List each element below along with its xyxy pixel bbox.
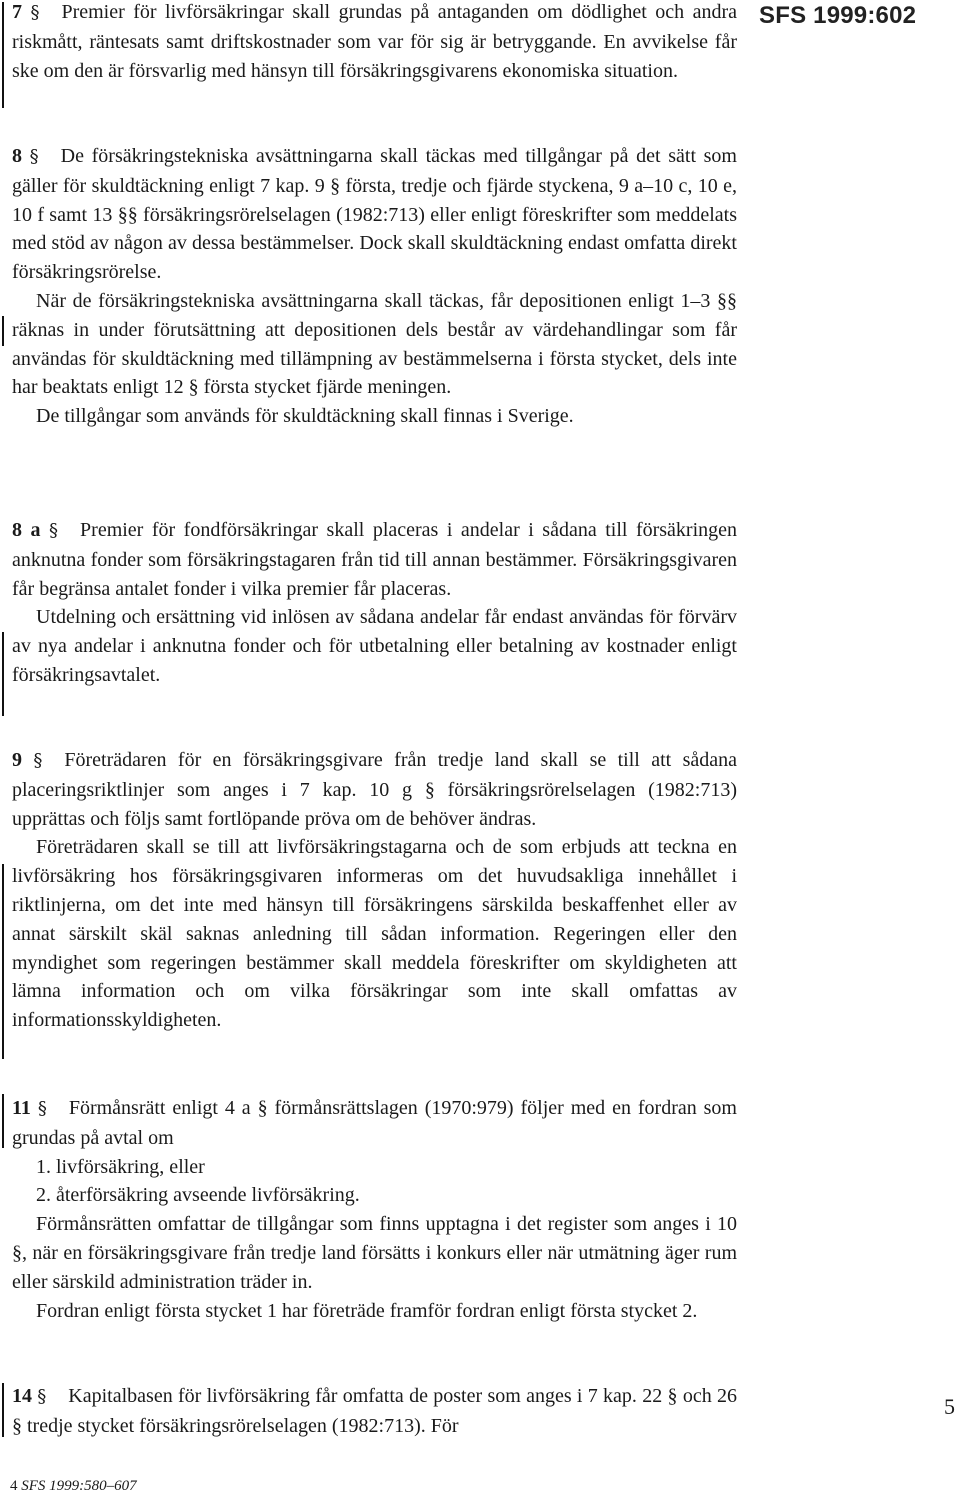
change-bar (2, 1383, 4, 1437)
paragraph: Förmånsrätt enligt 4 a § förmånsrättslagen (1970:979) följer med en fordran som grundas på avtal om (12, 1097, 737, 1149)
list-item: 2. återförsäkring avseende livförsäkring. (36, 1184, 360, 1207)
section-number: 9 (12, 749, 22, 771)
section-number: 8 a (12, 519, 41, 541)
paragraph: När de försäkringstekniska avsättningarna skall täckas, får depositionen enligt 1–3 §§ räknas in under förutsättning att depositionen dels består av värdehandlingar som får användas för skuldtäckning med tillämpning av bestämmelserna i första stycket, dels inte har beaktats enligt 12 § första stycket fjärde meningen. (12, 289, 737, 399)
paragraph: Förmånsrätten omfattar de tillgångar som finns upptagna i det register som anges i 10 §, när en försäkringsgivare från tredje land försätts i konkurs eller när utmätning äger rum eller särskild administration träder in. (12, 1213, 737, 1293)
section-sign: § (49, 520, 59, 541)
sfs-number: SFS 1999:602 (759, 2, 917, 29)
paragraph: Utdelning och ersättning vid inlösen av sådana andelar får endast användas för förvärv av nya andelar i anknutna fonder och för utbetalning eller betalning av kostnader enligt försäkringsavtalet. (12, 606, 737, 686)
section-11 (12, 1094, 737, 1325)
footer-page: 4 (10, 1478, 18, 1494)
paragraph: Företrädaren skall se till att livförsäkringstagarna och de som erbjuds att teckna en livförsäkring hos försäkringsgivaren informeras om det huvudsakliga innehållet i riktlinjerna, om det inte med hänsyn till försäkringens särskilda beskaffenhet eller av annat särskilt skäl saknas anledning till sådan information. Regeringen eller den myndighet som regeringen bestämmer skall meddela föreskrifter om skyldigheten att lämna information och om vilka försäkringar som inte skall omfattas av informationsskyldigheten. (12, 836, 737, 1032)
section-8 (12, 142, 737, 431)
section-sign: § (33, 750, 43, 771)
footer (10, 1478, 137, 1495)
section-sign: § (37, 1386, 47, 1407)
change-bar (2, 2, 4, 108)
paragraph: Premier för livförsäkringar skall grundas på antaganden om dödlighet och andra riskmått, räntesats samt driftskostnader som var för sig är betryggande. En avvikelse får ske om den är försvarlig med hänsyn till försäkringsgivarens ekonomiska situation. (12, 1, 737, 82)
section-sign: § (30, 2, 40, 23)
paragraph: De försäkringstekniska avsättningarna skall täckas med tillgångar på det sätt som gäller för skuldtäckning enligt 7 kap. 9 § första, tredje och fjärde styckena, 9 a–10 c, 10 e, 10 f samt 13 §§ försäkringsrörelselagen (1982:713) eller enligt föreskrifter som meddelats med stöd av någon av dessa bestämmelser. Dock skall skuldtäckning endast omfatta direkt försäkringsrörelse. (12, 145, 737, 284)
section-9 (12, 746, 737, 1035)
section-number: 11 (12, 1097, 31, 1119)
paragraph: Premier för fondförsäkringar skall placeras i andelar i sådana till försäkringen anknutna fonder som försäkringstagaren från tid till annan bestämmer. Försäkringsgivaren får begränsa antalet fonder i vilka premier får placeras. (12, 519, 738, 600)
list-item: 1. livförsäkring, eller (36, 1155, 205, 1178)
section-7 (12, 0, 737, 85)
section-14 (12, 1382, 737, 1441)
paragraph: Kapitalbasen för livförsäkring får omfatta de poster som anges i 7 kap. 22 § och 26 § tredje stycket försäkringsrörelselagen (1982:713). För (12, 1385, 737, 1437)
section-number: 7 (12, 1, 22, 23)
section-number: 8 (12, 145, 22, 167)
paragraph: Företrädaren för en försäkringsgivare från tredje land skall se till att sådana placeringsriktlinjer som anges i 7 kap. 10 g § försäkringsrörelselagen (1982:713) upprättas och följs samt fortlöpande pröva om de behöver ändras. (12, 749, 737, 830)
change-bar (2, 316, 4, 346)
change-bar (2, 632, 4, 716)
paragraph: De tillgångar som används för skuldtäckning skall finnas i Sverige. (36, 405, 574, 428)
section-sign: § (37, 1098, 47, 1119)
section-8a (12, 516, 737, 690)
page-number: 5 (944, 1394, 955, 1419)
section-sign: § (29, 146, 39, 167)
change-bar (2, 864, 4, 1059)
section-number: 14 (12, 1385, 32, 1407)
footer-series: SFS 1999:580–607 (21, 1478, 137, 1494)
change-bar (2, 1094, 4, 1148)
paragraph: Fordran enligt första stycket 1 har företräde framför fordran enligt första stycket 2. (36, 1299, 698, 1322)
